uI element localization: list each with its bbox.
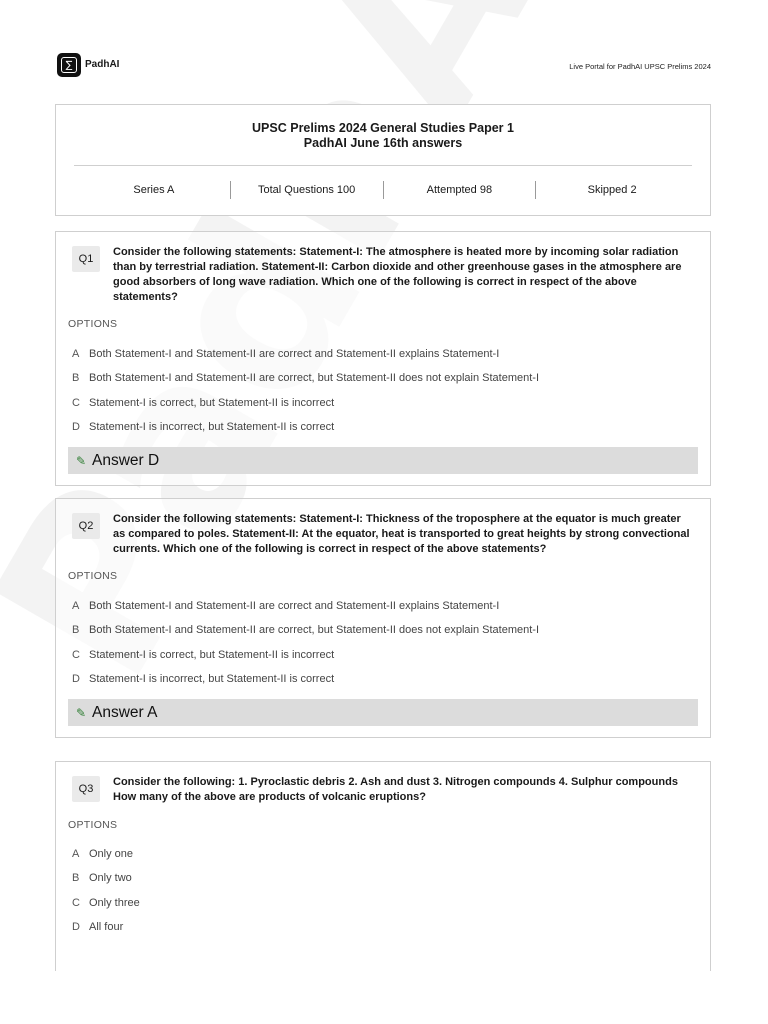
option-text: Both Statement-I and Statement-II are correct and Statement-II explains Statement-I (89, 600, 500, 612)
option-b[interactable] (72, 866, 694, 890)
option-text: Only two (89, 872, 132, 885)
question-number: Q2 (72, 513, 100, 539)
summary-divider (74, 165, 692, 166)
option-letter: D (72, 420, 80, 433)
stat-series: Series A (78, 181, 231, 199)
option-text: Statement-I is incorrect, but Statement-II is correct (89, 672, 335, 685)
answer-text: Answer D (92, 452, 160, 469)
answer-text: Answer A (92, 704, 158, 721)
answer-banner (68, 699, 698, 726)
option-a[interactable] (72, 342, 694, 366)
question-text: Consider the following statements: Statement-I: Thickness of the troposphere at the equator is much greater as compared to poles. Statement-II: At the equator, heat is transported to great heights by strong convectional currents. Which one of the following is correct in respect of the above statements? (113, 513, 690, 555)
option-c[interactable] (72, 391, 694, 415)
options-heading: OPTIONS (68, 819, 118, 831)
check-pencil-icon: ✎ (76, 706, 87, 720)
option-letter: A (72, 600, 80, 612)
question-card-1 (55, 231, 711, 486)
option-text: Statement-I is incorrect, but Statement-II is correct (89, 420, 335, 433)
option-c[interactable] (72, 643, 694, 667)
summary-stats (78, 181, 688, 199)
question-number: Q3 (72, 776, 100, 802)
answer-banner (68, 447, 698, 474)
option-text: Statement-I is correct, but Statement-II is incorrect (89, 396, 335, 409)
paper-title (56, 121, 710, 151)
option-letter: C (72, 396, 80, 409)
paper-title-line1: UPSC Prelims 2024 General Studies Paper 1 (252, 121, 514, 135)
options-list (72, 594, 694, 691)
portal-label: Live Portal for PadhAI UPSC Prelims 2024 (569, 62, 711, 71)
option-text: Statement-I is correct, but Statement-II is incorrect (89, 648, 335, 661)
paper-summary-card (55, 104, 711, 216)
sigma-icon: ∑ (61, 57, 77, 73)
paper-title-line2: PadhAI June 16th answers (303, 136, 463, 150)
question-card-2 (55, 498, 711, 738)
option-letter: D (72, 672, 80, 685)
question-text: Consider the following statements: Statement-I: The atmosphere is heated more by incoming solar radiation than by terrestrial radiation. Statement-II: Carbon dioxide and other greenhouse gases in the atmosphere are good absorbers of long wave radiation. Which one of the following is correct in respect of the above statements? (113, 246, 682, 303)
option-c[interactable] (72, 891, 694, 915)
option-a[interactable] (72, 842, 694, 866)
padhai-logo-icon (57, 53, 81, 77)
option-text: Only three (89, 896, 140, 909)
option-text: Both Statement-I and Statement-II are correct, but Statement-II does not explain Statement-I (89, 372, 540, 385)
option-d[interactable] (72, 667, 694, 691)
option-text: Both Statement-I and Statement-II are correct and Statement-II explains Statement-I (89, 348, 500, 360)
stat-skipped: Skipped 2 (587, 184, 637, 196)
check-pencil-icon: ✎ (76, 454, 87, 468)
page-header (57, 53, 711, 79)
option-b[interactable] (72, 366, 694, 390)
question-number: Q1 (72, 246, 100, 272)
option-letter: D (72, 920, 80, 933)
question-text: Consider the following: 1. Pyroclastic debris 2. Ash and dust 3. Nitrogen compounds 4. Sulphur compounds How many of the above are products of volcanic eruptions? (113, 776, 678, 803)
option-b[interactable] (72, 618, 694, 642)
option-letter: A (72, 848, 80, 860)
option-text: Both Statement-I and Statement-II are correct, but Statement-II does not explain Statement-I (89, 624, 540, 637)
brand-name: PadhAI (85, 59, 120, 70)
option-letter: B (72, 624, 80, 637)
stat-total-questions: Total Questions 100 (231, 181, 384, 199)
option-a[interactable] (72, 594, 694, 618)
option-letter: A (72, 348, 80, 360)
option-text: All four (89, 920, 124, 933)
question-card-3 (55, 761, 711, 971)
options-list (72, 842, 694, 939)
option-text: Only one (89, 848, 134, 860)
option-d[interactable] (72, 915, 694, 939)
option-letter: C (72, 896, 80, 909)
options-heading: OPTIONS (68, 318, 118, 330)
option-d[interactable] (72, 415, 694, 439)
stat-attempted: Attempted 98 (384, 181, 537, 199)
option-letter: C (72, 648, 80, 661)
options-list (72, 342, 694, 439)
option-letter: B (72, 872, 80, 885)
option-letter: B (72, 372, 80, 385)
options-heading: OPTIONS (68, 570, 118, 582)
